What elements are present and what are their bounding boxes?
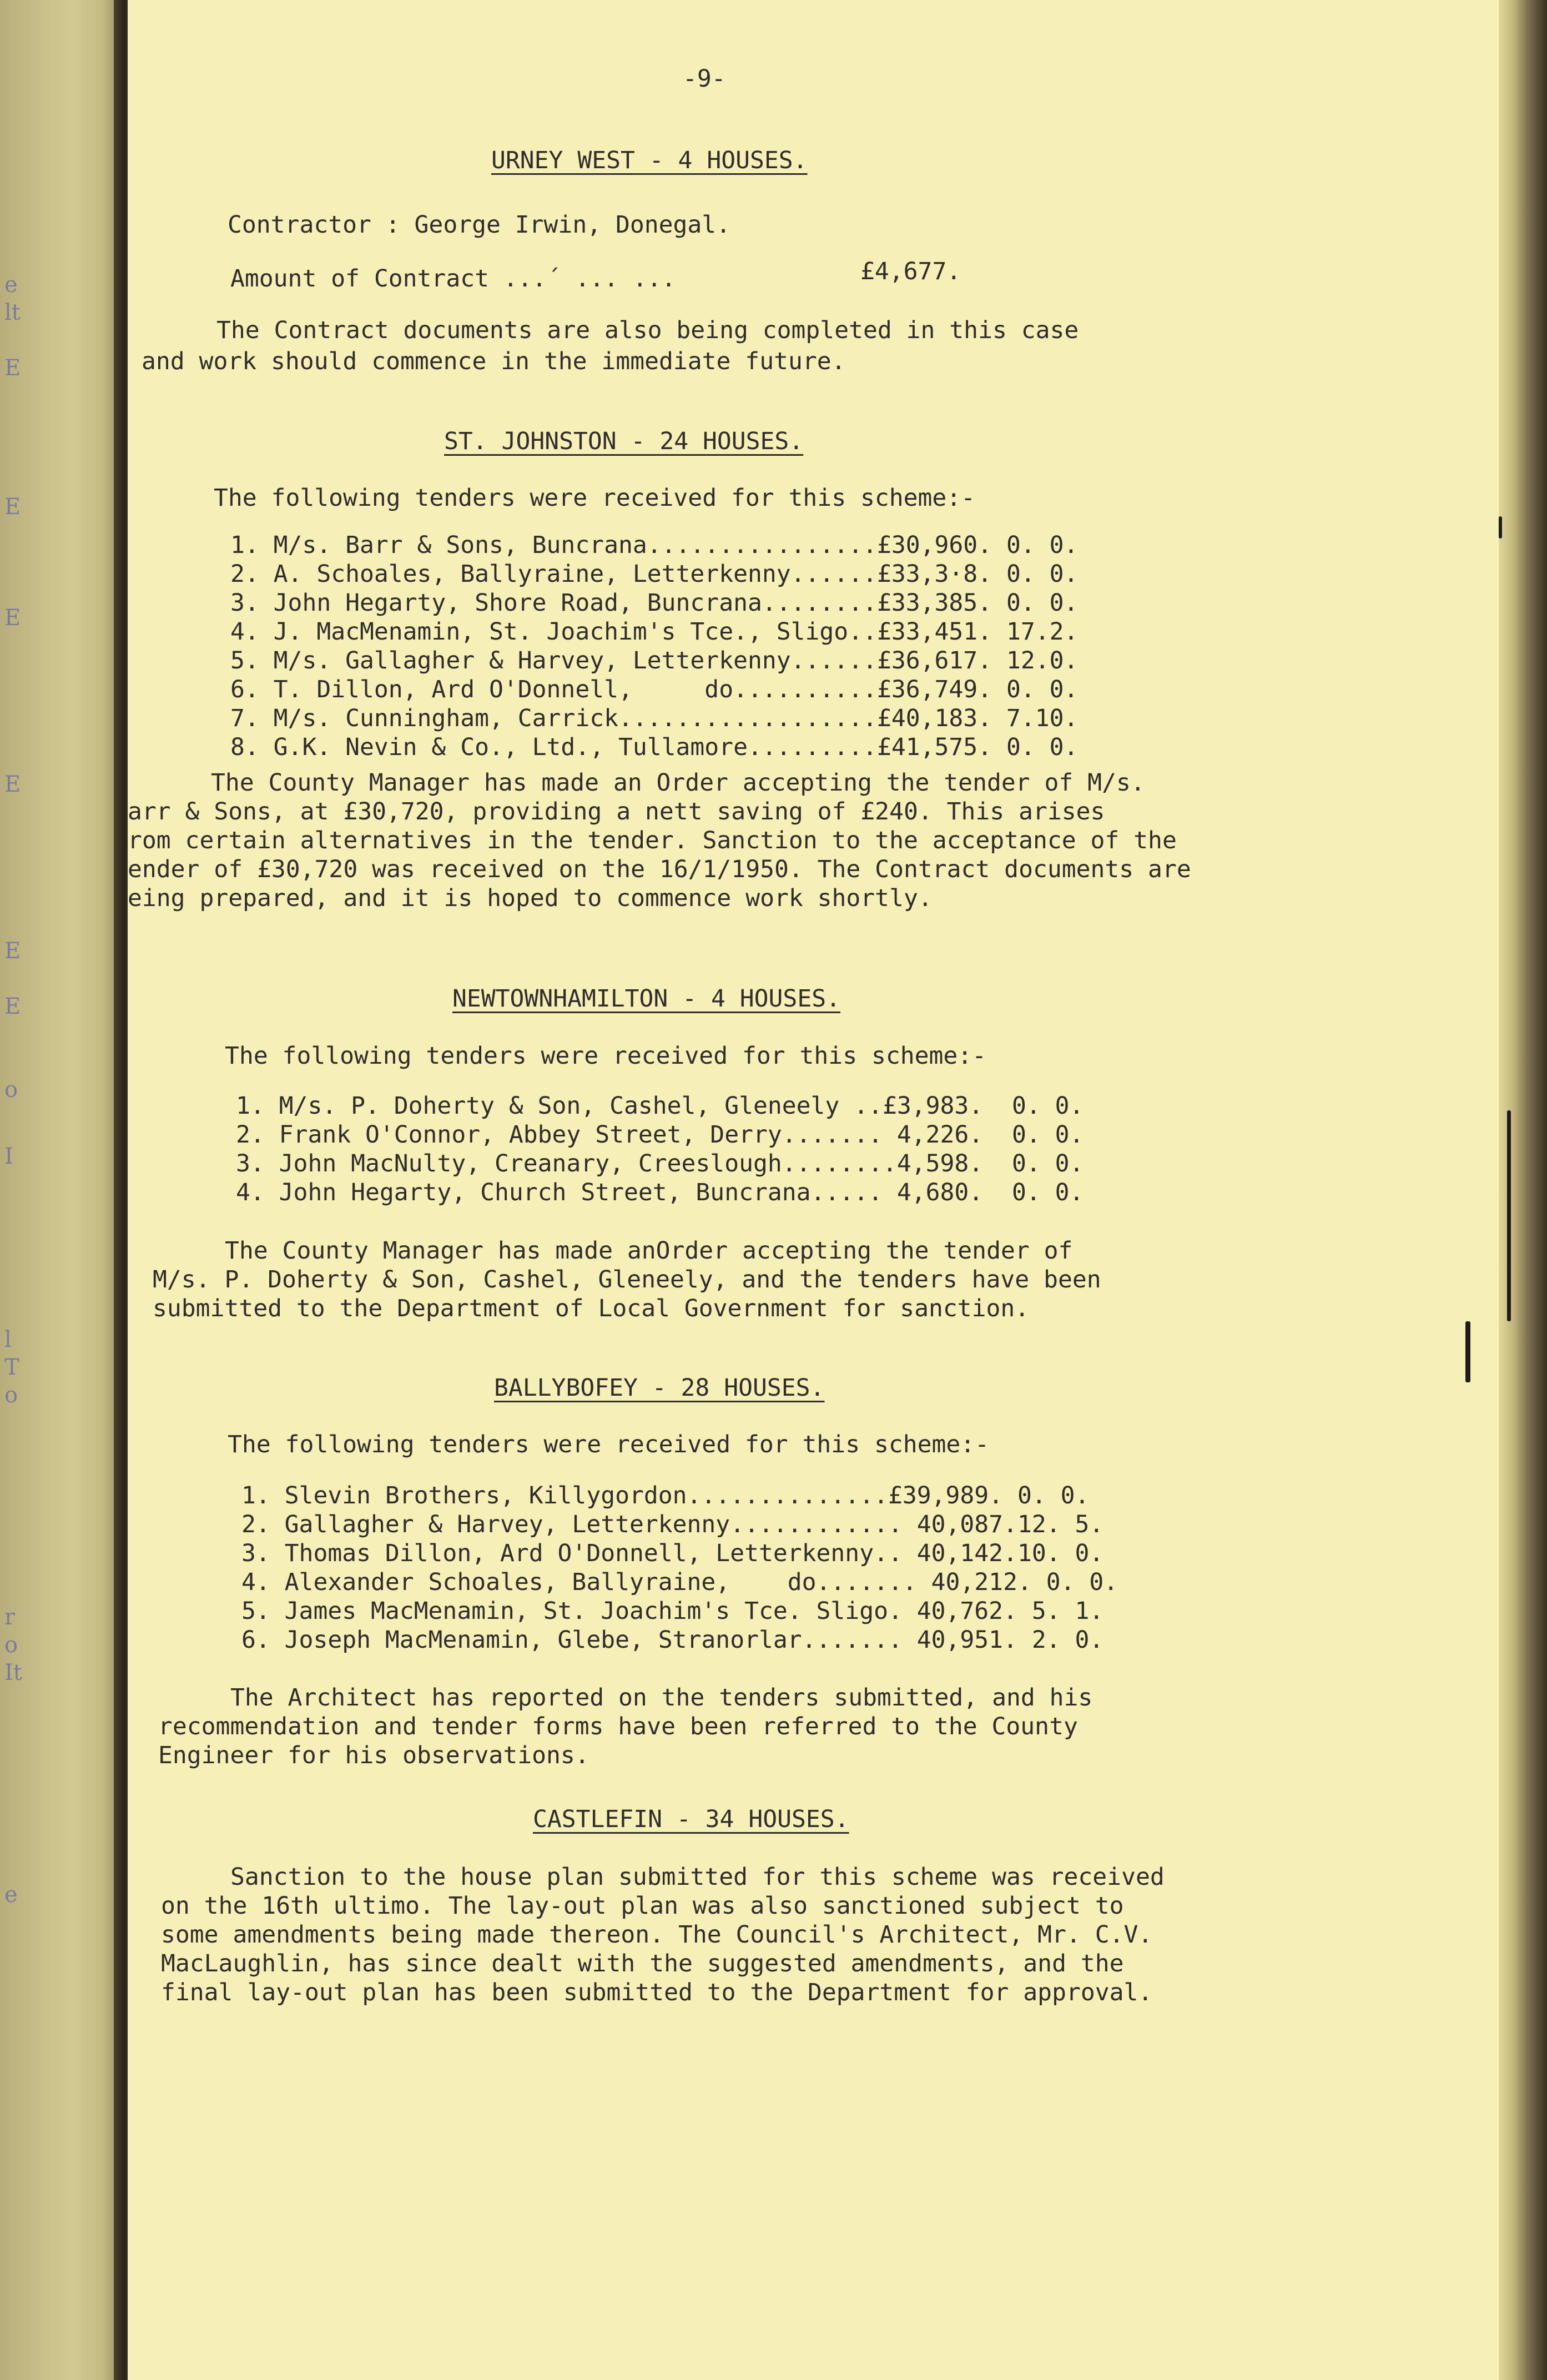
ballybofey-tender-row: 4. Alexander Schoales, Ballyraine, do....... 40,212. 0. 0. <box>241 1568 1118 1596</box>
st-johnston-paragraph-line: arr & Sons, at £30,720, providing a nett saving of £240. This arises <box>128 798 1105 826</box>
margin-mark: E <box>4 494 21 520</box>
st-johnston-tender-row: 5. M/s. Gallagher & Harvey, Letterkenny......£36,617. 12.0. <box>230 647 1079 675</box>
margin-mark: o <box>4 1632 18 1658</box>
margin-mark: lt <box>4 300 21 325</box>
newtownhamilton-paragraph-line: M/s. P. Doherty & Son, Cashel, Gleneely, and the tenders have been <box>153 1266 1101 1294</box>
newtownhamilton-paragraph-line: submitted to the Department of Local Government for sanction. <box>153 1295 1030 1322</box>
margin-mark: I <box>4 1144 13 1169</box>
ballybofey-paragraph-line: The Architect has reported on the tenders submitted, and his <box>230 1684 1093 1712</box>
margin-mark: E <box>4 938 21 964</box>
st-johnston-tender-row: 6. T. Dillon, Ard O'Donnell, do..........£36,749. 0. 0. <box>230 676 1079 703</box>
margin-mark: o <box>4 1382 18 1408</box>
st-johnston-tender-row: 4. J. MacMenamin, St. Joachim's Tce., Sligo..£33,451. 17.2. <box>230 618 1079 646</box>
st-johnston-paragraph-line: ender of £30,720 was received on the 16/1/1950. The Contract documents are <box>128 856 1191 883</box>
section-heading-newtownhamilton: NEWTOWNHAMILTON - 4 HOUSES. <box>452 985 840 1013</box>
ballybofey-tender-row: 1. Slevin Brothers, Killygordon..............£39,989. 0. 0. <box>241 1482 1090 1509</box>
st-johnston-tender-row: 1. M/s. Barr & Sons, Buncrana................£30,960. 0. 0. <box>230 531 1079 559</box>
section-heading-ballybofey: BALLYBOFEY - 28 HOUSES. <box>494 1374 825 1402</box>
margin-mark: e <box>4 272 18 298</box>
castlefin-paragraph-line: MacLaughlin, has since dealt with the suggested amendments, and the <box>161 1950 1124 1978</box>
margin-dot-mark <box>1499 516 1502 539</box>
ballybofey-intro: The following tenders were received for this scheme:- <box>228 1431 990 1458</box>
newtownhamilton-intro: The following tenders were received for this scheme:- <box>225 1042 987 1070</box>
margin-mark: E <box>4 605 21 631</box>
margin-mark: It <box>4 1660 22 1685</box>
urney-contractor: Contractor : George Irwin, Donegal. <box>228 211 731 239</box>
margin-mark: E <box>4 772 21 797</box>
urney-amount-value: £4,677. <box>860 258 961 285</box>
newtownhamilton-tender-row: 3. John MacNulty, Creanary, Creeslough........4,598. 0. 0. <box>236 1150 1084 1178</box>
margin-mark: l <box>4 1327 12 1352</box>
urney-amount-label: Amount of Contract ...´ ... ... <box>230 265 676 293</box>
section-heading-st-johnston: ST. JOHNSTON - 24 HOUSES. <box>444 427 804 455</box>
castlefin-paragraph-line: Sanction to the house plan submitted for this scheme was received <box>230 1863 1165 1891</box>
st-johnston-paragraph-line: The County Manager has made an Order accepting the tender of M/s. <box>211 769 1145 797</box>
ballybofey-paragraph-line: Engineer for his observations. <box>158 1742 589 1769</box>
ballybofey-paragraph-line: recommendation and tender forms have been referred to the County <box>158 1713 1078 1740</box>
newtownhamilton-tender-row: 4. John Hegarty, Church Street, Buncrana..... 4,680. 0. 0. <box>236 1179 1084 1206</box>
st-johnston-tender-row: 3. John Hegarty, Shore Road, Buncrana........£33,385. 0. 0. <box>230 589 1079 617</box>
page-number: -9- <box>683 65 726 93</box>
ballybofey-tender-row: 5. James MacMenamin, St. Joachim's Tce. Sligo. 40,762. 5. 1. <box>241 1597 1104 1625</box>
margin-line-mark <box>1465 1321 1470 1382</box>
st-johnston-paragraph-line: rom certain alternatives in the tender. Sanction to the acceptance of the <box>128 827 1177 854</box>
section-heading-urney-west: URNEY WEST - 4 HOUSES. <box>491 147 808 174</box>
margin-mark: E <box>4 994 21 1019</box>
previous-page-edge <box>0 0 128 2380</box>
ballybofey-tender-row: 6. Joseph MacMenamin, Glebe, Stranorlar....... 40,951. 2. 0. <box>241 1626 1104 1654</box>
margin-mark: e <box>4 1882 18 1908</box>
margin-mark: r <box>4 1604 16 1630</box>
newtownhamilton-tender-row: 2. Frank O'Connor, Abbey Street, Derry....... 4,226. 0. 0. <box>236 1121 1084 1149</box>
ballybofey-tender-row: 2. Gallagher & Harvey, Letterkenny............ 40,087.12. 5. <box>241 1511 1104 1538</box>
margin-mark: E <box>4 355 21 381</box>
st-johnston-intro: The following tenders were received for this scheme:- <box>214 484 976 512</box>
castlefin-paragraph-line: final lay-out plan has been submitted to the Department for approval. <box>161 1979 1153 2006</box>
urney-paragraph-line: and work should commence in the immediate future. <box>142 348 846 375</box>
margin-mark: o <box>4 1077 18 1103</box>
newtownhamilton-tender-row: 1. M/s. P. Doherty & Son, Cashel, Gleneely ..£3,983. 0. 0. <box>236 1092 1084 1120</box>
margin-line-mark <box>1507 1110 1511 1321</box>
st-johnston-tender-row: 8. G.K. Nevin & Co., Ltd., Tullamore.........£41,575. 0. 0. <box>230 733 1079 761</box>
castlefin-paragraph-line: on the 16th ultimo. The lay-out plan was also sanctioned subject to <box>161 1892 1124 1920</box>
margin-mark: T <box>4 1355 19 1380</box>
castlefin-paragraph-line: some amendments being made thereon. The Council's Architect, Mr. C.V. <box>161 1921 1153 1949</box>
st-johnston-paragraph-line: eing prepared, and it is hoped to commence work shortly. <box>128 884 933 912</box>
st-johnston-tender-row: 2. A. Schoales, Ballyraine, Letterkenny......£33,3·8. 0. 0. <box>230 560 1079 588</box>
document-page <box>128 0 1515 2380</box>
page-right-edge <box>1499 0 1547 2380</box>
st-johnston-tender-row: 7. M/s. Cunningham, Carrick..................£40,183. 7.10. <box>230 705 1079 732</box>
newtownhamilton-paragraph-line: The County Manager has made anOrder accepting the tender of <box>225 1237 1073 1265</box>
section-heading-castlefin: CASTLEFIN - 34 HOUSES. <box>533 1805 849 1833</box>
ballybofey-tender-row: 3. Thomas Dillon, Ard O'Donnell, Letterkenny.. 40,142.10. 0. <box>241 1539 1104 1567</box>
urney-paragraph-line: The Contract documents are also being completed in this case <box>216 316 1079 344</box>
